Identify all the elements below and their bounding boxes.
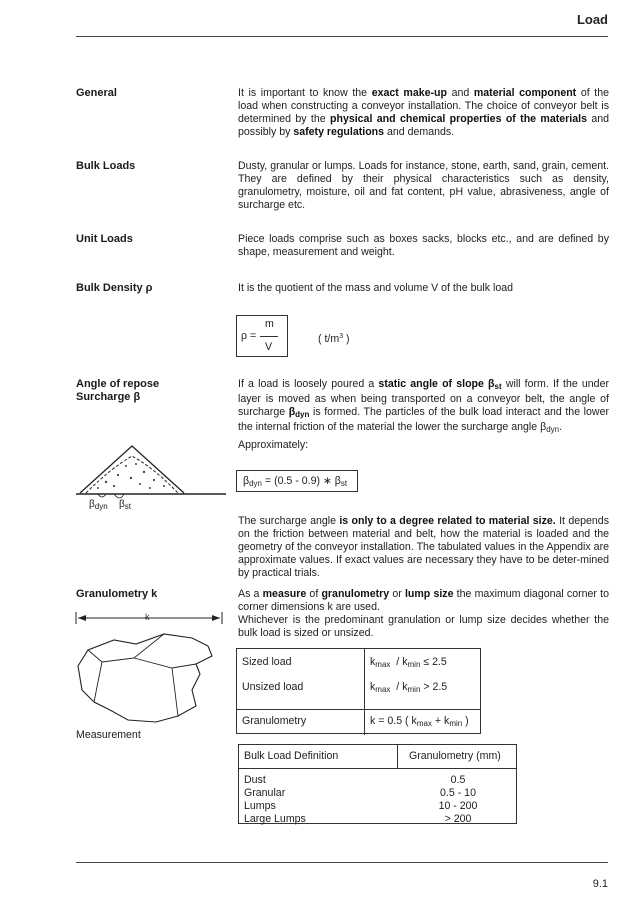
subscript: max — [375, 685, 391, 694]
table-header-granulometry: Granulometry (mm) — [409, 750, 501, 762]
unsized-load-label: Unsized load — [242, 681, 304, 693]
footer-rule — [76, 862, 608, 863]
header-rule — [76, 36, 608, 37]
text-run: of — [306, 588, 322, 600]
text-run: = (0.5 - 0.9) ∗ β — [262, 475, 341, 487]
formula-denominator: V — [265, 341, 273, 353]
text-run: and — [446, 87, 474, 99]
subscript: min — [449, 719, 463, 728]
emphasis: exact make-up — [371, 87, 447, 99]
table-row-name: Lumps — [244, 800, 276, 812]
unsized-load-criterion — [370, 681, 447, 696]
approx-label: Approximately: — [238, 439, 309, 451]
emphasis: safety regulations — [293, 126, 385, 138]
emphasis: measure — [262, 588, 307, 600]
table-row-value: 0.5 — [450, 774, 466, 786]
text-run: If a load is loosely poured a — [238, 378, 379, 390]
text-run: k — [370, 656, 376, 668]
subscript: max — [416, 719, 432, 728]
table-header-divider — [397, 745, 398, 769]
granulometry-paragraph-2: Whichever is the predominant granulation or lump size decides whether the bulk load is sized or unsized. — [238, 614, 609, 639]
text-run: and possibly by — [238, 113, 610, 138]
text-run: is formed. The particles of the bulk load interact and the lower the internal friction of the material the lower the surcharge angle β — [238, 406, 609, 433]
text-run: > 2.5 — [420, 681, 448, 693]
measurement-caption: Measurement — [76, 729, 141, 741]
criteria-divider-horizontal — [237, 709, 480, 710]
text-run: β — [243, 475, 250, 487]
text-run: k = 0.5 ( k — [370, 715, 417, 727]
granulometry-formula — [370, 715, 469, 730]
surcharge-formula — [243, 475, 347, 490]
section-label-granulometry: Granulometry k — [76, 588, 158, 600]
text-run: β — [89, 499, 95, 510]
table-row-name: Granular — [244, 787, 286, 799]
text-run: / k — [390, 681, 408, 693]
arrow-right — [212, 615, 220, 621]
bulk-density-paragraph: It is the quotient of the mass and volume V of the bulk load — [238, 282, 514, 294]
section-label-general: General — [76, 87, 117, 99]
subscript: st — [340, 479, 348, 488]
subscript: min — [407, 685, 421, 694]
emphasis: lump size — [404, 588, 454, 600]
granulometry-paragraph — [238, 588, 609, 614]
emphasis: granulometry — [321, 588, 390, 600]
formula-lhs: ρ = — [241, 330, 257, 342]
section-label-angle-of-repose — [76, 378, 159, 404]
text-run: / k — [390, 656, 408, 668]
text-run: ) — [343, 333, 350, 345]
subscript: dyn — [249, 479, 262, 488]
text-run: β — [119, 499, 125, 510]
emphasis: material component — [473, 87, 577, 99]
text-run: ≤ 2.5 — [420, 656, 447, 668]
general-paragraph — [238, 87, 609, 139]
bulk-loads-paragraph: Dusty, granular or lumps. Loads for instance, stone, earth, sand, grain, cement. They are defined by their physical characteristics such as density, granulometry, moisture, oil and fat content, pH value, abrasiveness, angle of surcharge etc. — [238, 160, 609, 211]
text-run: ) — [462, 715, 469, 727]
subscript: st — [494, 382, 502, 391]
text-run: It is important to know the — [238, 87, 372, 99]
emphasis: is only to a degree related to material size. — [339, 515, 556, 527]
text-run: It depends on the friction between material and belt, how the material is loaded and the geometry of the conveyor installation. The tabulated values in the Appendix are approximate values. If exact values are necessary they have to be deter-mined by practical trials. — [238, 515, 609, 579]
exponent: 3 — [339, 333, 344, 340]
k-dimension-label: k — [145, 612, 150, 622]
surcharge-notes-paragraph — [238, 515, 609, 580]
text-run: ( t/m — [318, 333, 340, 345]
unit-loads-paragraph: Piece loads comprise such as boxes sacks, blocks etc., and are defined by shape, measurement and weight. — [238, 233, 609, 258]
formula-numerator: m — [265, 318, 274, 330]
surcharge-formula-box — [236, 470, 358, 492]
angle-of-repose-paragraph — [238, 378, 609, 436]
subscript: min — [407, 660, 421, 669]
table-definition-column — [244, 774, 306, 826]
table-row-value: 10 - 200 — [438, 800, 478, 812]
table-header-definition: Bulk Load Definition — [244, 750, 339, 762]
text-run: of the load when constructing a conveyor installation. The choice of conveyor belt is determined by the — [238, 87, 610, 125]
section-label-unit-loads: Unit Loads — [76, 233, 133, 245]
subscript: dyn — [295, 410, 310, 419]
subscript: st — [124, 502, 131, 511]
emphasis: β — [288, 406, 296, 418]
fraction-bar — [260, 336, 278, 337]
subscript: dyn — [546, 425, 560, 434]
text-run: The surcharge angle — [238, 515, 340, 527]
density-unit — [318, 330, 350, 346]
subscript: dyn — [94, 502, 108, 511]
table-row-name: Large Lumps — [244, 813, 306, 825]
arrow-left — [78, 615, 86, 621]
text-run: k — [370, 681, 376, 693]
text-run: will form. If the under layer is moved as when being transported on a conveyor belt, the angle of surcharge — [238, 378, 609, 418]
table-row-name: Dust — [244, 774, 266, 786]
page-number: 9.1 — [592, 878, 608, 890]
emphasis: physical and chemical properties of the materials — [330, 113, 587, 125]
text-run: the maximum diagonal corner to corner dimensions k are used. — [238, 588, 609, 613]
text-run: As a — [238, 588, 263, 600]
text-run: + k — [431, 715, 450, 727]
diagram-label-st — [119, 498, 131, 513]
section-label-bulk-density: Bulk Density ρ — [76, 282, 153, 294]
subscript: max — [375, 660, 391, 669]
text-run: . — [559, 421, 563, 433]
lump-outline — [78, 634, 212, 722]
criteria-divider-vertical — [364, 649, 365, 735]
density-formula-box — [236, 315, 288, 357]
bulk-load-definition-table — [238, 744, 517, 824]
emphasis: static angle of slope β — [378, 378, 495, 390]
sized-load-criterion — [370, 656, 447, 671]
sized-load-label: Sized load — [242, 656, 292, 668]
lump-measurement-diagram — [74, 610, 224, 728]
granulometry-label: Granulometry — [242, 715, 307, 727]
text-run: and demands. — [384, 126, 455, 138]
label-line: Angle of repose — [76, 378, 160, 390]
granulometry-criteria-box — [236, 648, 481, 734]
static-slope-line — [80, 446, 184, 493]
label-line: Surcharge β — [76, 391, 141, 403]
lump-facets — [88, 634, 196, 716]
table-granulometry-column — [399, 774, 517, 826]
text-run: or — [389, 588, 405, 600]
page-title: Load — [576, 12, 608, 27]
diagram-label-dyn — [89, 498, 108, 513]
table-row-value: 0.5 - 10 — [440, 787, 476, 799]
table-row-value: > 200 — [444, 813, 472, 825]
section-label-bulk-loads: Bulk Loads — [76, 160, 136, 172]
